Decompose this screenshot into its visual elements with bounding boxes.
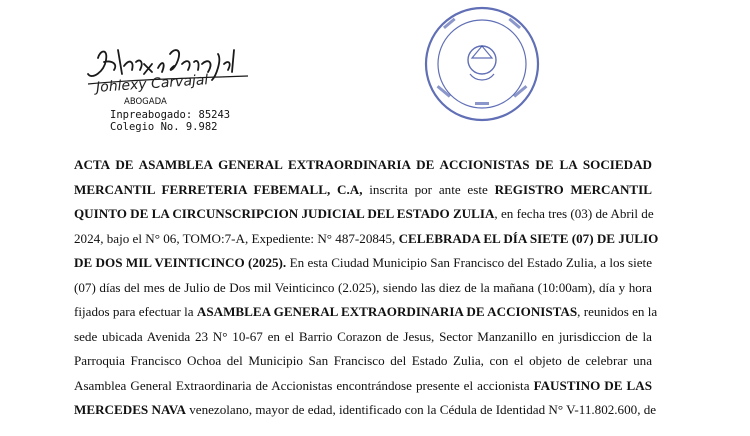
text-line [74, 251, 652, 276]
inpreabogado-number: Inpreabogado: 85243 [110, 108, 231, 121]
bold-text-run: MERCEDES NAVA [74, 402, 186, 417]
text-line [74, 325, 652, 350]
text-line [74, 349, 652, 374]
text-line [74, 300, 658, 325]
text-line [74, 276, 652, 301]
text-line [74, 202, 652, 227]
bold-text-run: REGISTRO MERCANTIL [494, 181, 652, 197]
bold-text-run: QUINTO DE LA CIRCUNSCRIPCION JUDICIAL DEL ESTADO ZULIA [74, 206, 495, 221]
text-line [74, 227, 659, 252]
text-run: , en fecha tres (03) de Abril de [494, 206, 654, 221]
bold-text-run: ASAMBLEA GENERAL EXTRAORDINARIA DE ACCIONISTAS [196, 304, 578, 319]
text-run: 2024, bajo el N° 06, TOMO:7-A, Expediente: N° 487-20845, [74, 230, 399, 246]
text-line [74, 398, 657, 423]
text-run: En esta Ciudad Municipio San Francisco del Estado Zulia, a los siete [286, 255, 653, 270]
signature-stamp [78, 40, 258, 140]
text-run: venezolano, mayor de edad, identificado con la Cédula de Identidad N° V-11.802.600, de [185, 402, 657, 417]
text-run: Parroquia Francisco Ochoa del Municipio San Francisco del Estado Zulia, con el objeto de celebrar una [74, 353, 652, 368]
text-run: Asamblea General Extraordinaria de Accionistas encontrándose presente el accionista [74, 377, 534, 393]
bold-text-run: FAUSTINO DE LAS [533, 377, 652, 393]
stamp-title: ABOGADA [124, 97, 167, 107]
text-run: inscrita por ante este [362, 181, 495, 197]
colegio-number: Colegio No. 9.982 [110, 121, 218, 133]
registry-seal [420, 2, 544, 126]
bold-text-run: DE DOS MIL VEINTICINCO (2025). [74, 255, 287, 270]
bold-text-run: ACTA DE ASAMBLEA GENERAL EXTRAORDINARIA DE ACCIONISTAS DE LA SOCIEDAD [74, 157, 652, 172]
text-run: (07) días del mes de Julio de Dos mil Veinticinco (2.025), siendo las diez de la mañana (10:00am), día y hora [74, 279, 652, 295]
text-run: sede ubicada Avenida 23 N° 10-67 en el Barrio Corazon de Jesus, Sector Manzanillo en jurisdiccion de la [74, 328, 652, 344]
text-run: fijados para efectuar la [74, 304, 197, 319]
text-line [74, 178, 652, 203]
acta-body [74, 153, 659, 423]
bold-text-run: MERCANTIL FERRETERIA FEBEMALL, C.A, [74, 181, 363, 197]
text-line [74, 374, 652, 399]
bold-text-run: CELEBRADA EL DÍA SIETE (07) DE JULIO [398, 230, 659, 246]
stamp-signer-name: Johlexy Carvajal [95, 72, 209, 96]
text-line [74, 153, 652, 178]
text-run: , reunidos en la [577, 304, 658, 319]
